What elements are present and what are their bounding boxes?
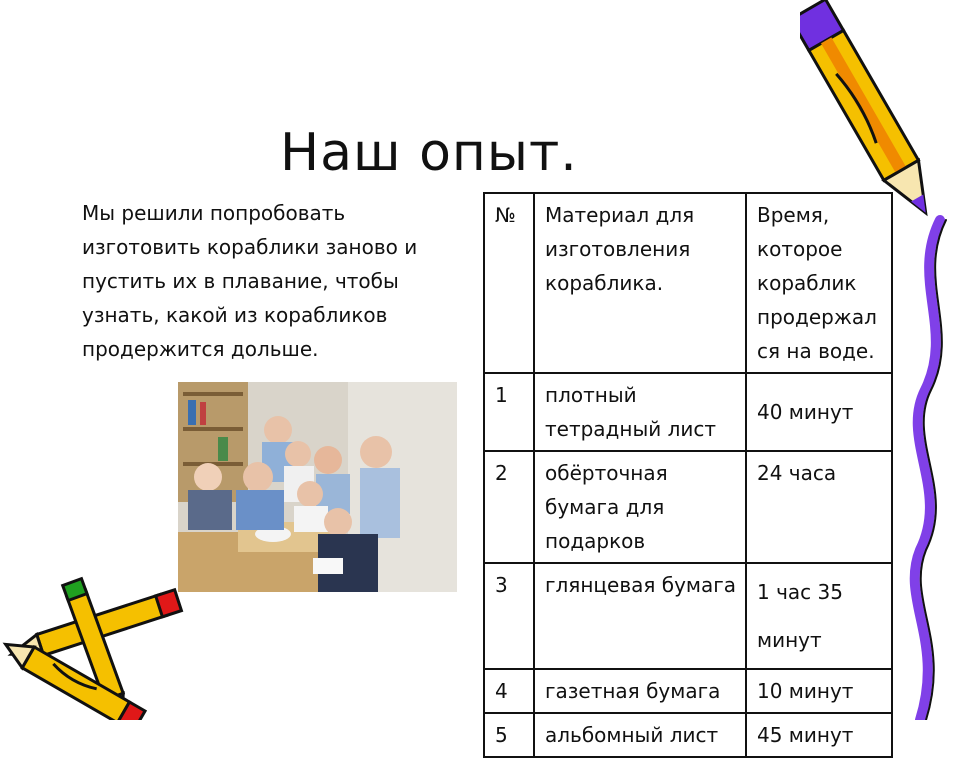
table-header-row <box>484 193 892 373</box>
row-num: 3 <box>484 563 534 669</box>
materials-table <box>483 192 893 758</box>
row-time: 24 часа <box>746 451 892 563</box>
row-material: газетная бумага <box>534 669 746 713</box>
row-time: 10 минут <box>746 669 892 713</box>
intro-paragraph: Мы решили попробовать изготовить кораблики заново и пустить их в плавание, чтобы узнать, какой из корабликов продержится дольше. <box>82 201 418 361</box>
row-num: 2 <box>484 451 534 563</box>
header-material: Материал для изготовления кораблика. <box>534 193 746 373</box>
row-material: альбомный лист <box>534 713 746 757</box>
row-material: глянцевая бумага <box>534 563 746 669</box>
header-time: Время, которое кораблик продержал ся на воде. <box>746 193 892 373</box>
table-row <box>484 669 892 713</box>
photo-children-experiment <box>178 382 457 592</box>
row-num: 4 <box>484 669 534 713</box>
row-material: плотный тетрадный лист <box>534 373 746 451</box>
row-num: 5 <box>484 713 534 757</box>
table-row <box>484 373 892 451</box>
row-time: 1 час 35 минут <box>746 563 892 669</box>
row-time: 40 минут <box>746 373 892 451</box>
table-row <box>484 563 892 669</box>
row-material: обёрточная бумага для подарков <box>534 451 746 563</box>
slide-title: Наш опыт. <box>280 123 578 183</box>
row-num: 1 <box>484 373 534 451</box>
header-num: № <box>484 193 534 373</box>
crossed-pencils-icon <box>0 575 200 720</box>
table-row <box>484 451 892 563</box>
row-time: 45 минут <box>746 713 892 757</box>
